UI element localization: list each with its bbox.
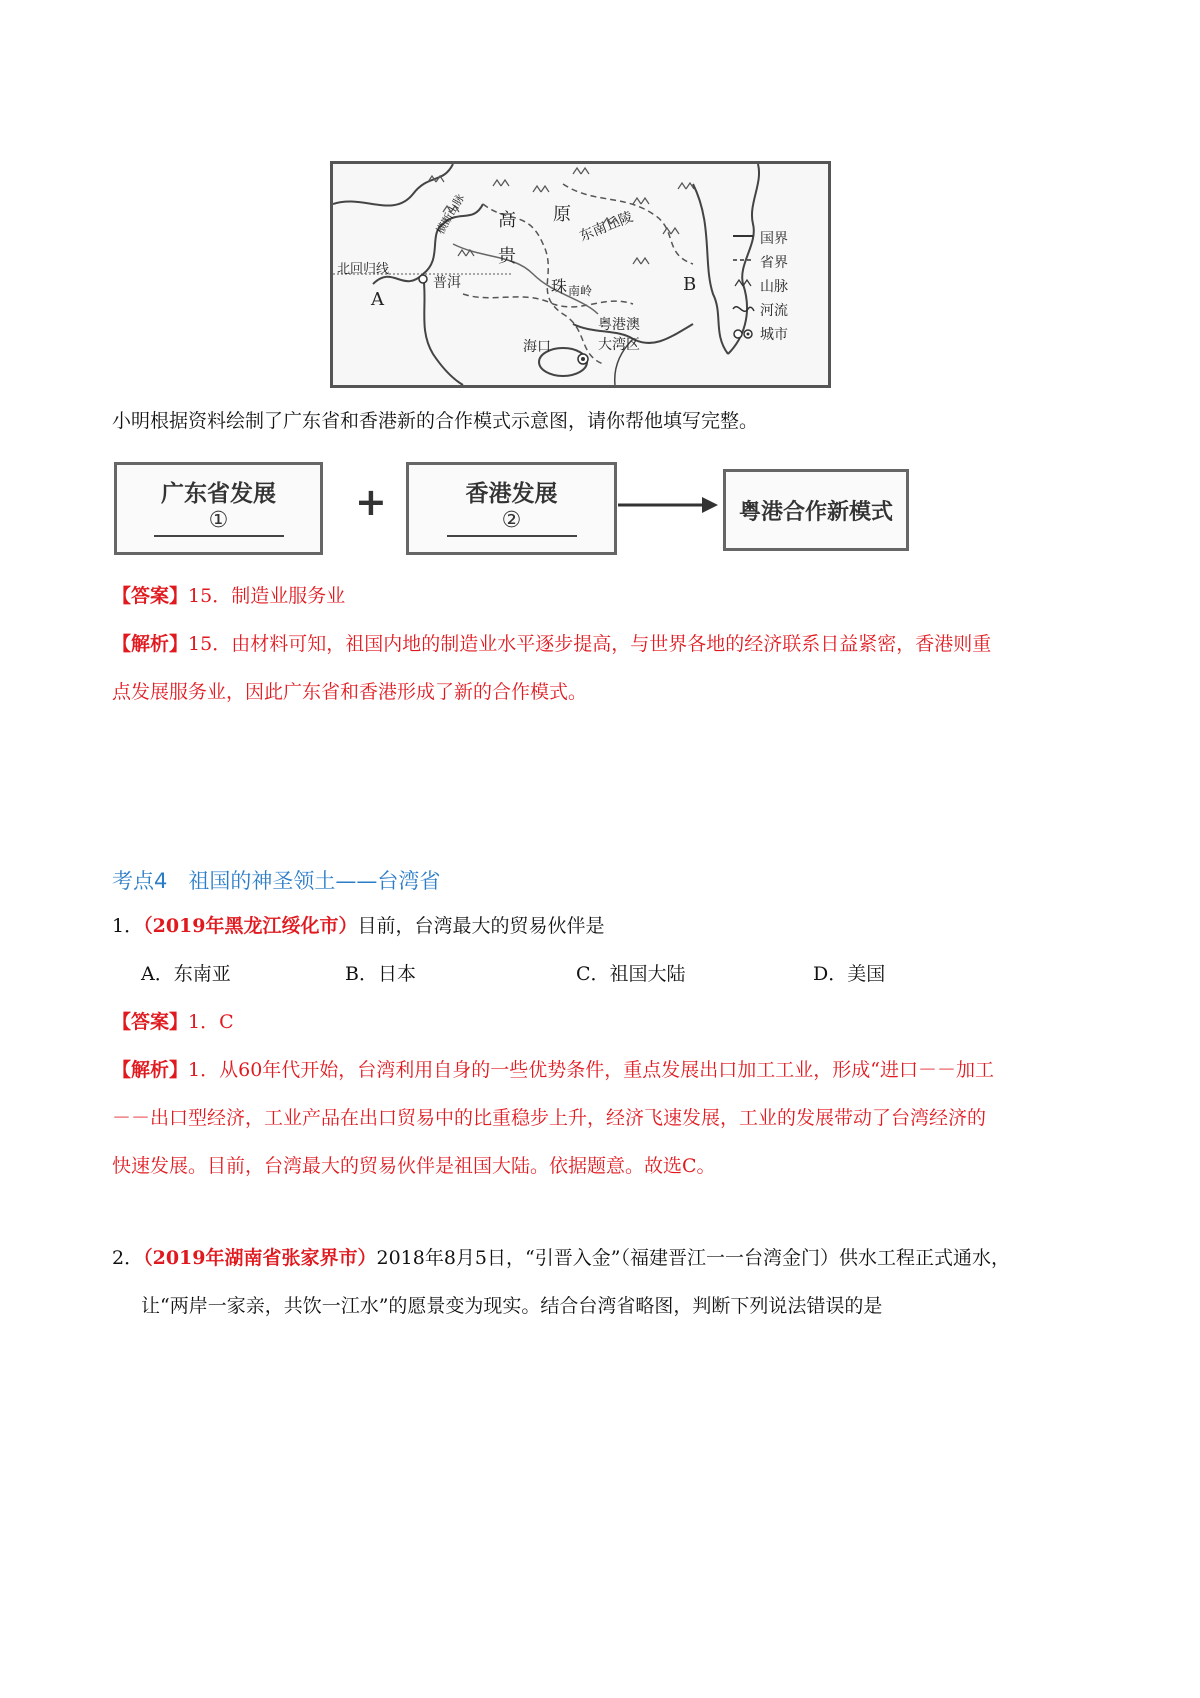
map-label-b: B: [683, 274, 697, 295]
map-label-tropic: 北回归线: [337, 262, 390, 277]
map-label-plateau: 原: [553, 204, 571, 225]
map-label-mountains: 横断山脉: [433, 191, 468, 237]
map-label-plateau: 高: [498, 210, 516, 231]
analysis-label: 【解析】: [112, 1059, 189, 1081]
analysis-text: 15．由材料可知，祖国内地的制造业水平逐步提高，与世界各地的经济联系日益紧密，香港则重: [188, 633, 992, 655]
answer-text: 15．制造业服务业: [188, 585, 346, 607]
analysis-text: 点发展服务业，因此广东省和香港形成了新的合作模式。: [112, 681, 588, 703]
question-2: [112, 1245, 1010, 1271]
question-stem: 让“两岸一家亲，共饮一江水”的愿景变为现实。结合台湾省略图，判断下列说法错误的是: [141, 1295, 883, 1317]
plus-sign: +: [355, 480, 387, 524]
legend-item: 省界: [760, 255, 788, 271]
map-label-guizhou: 贵: [498, 246, 516, 267]
option-c: C．祖国大陆: [576, 963, 686, 985]
answer-label: 【答案】: [112, 1011, 189, 1033]
map-label-city: 普洱: [433, 275, 461, 291]
legend-item: 河流: [760, 303, 788, 319]
guangdong-box: [114, 462, 323, 555]
map-label-bay-area: 大湾区: [598, 337, 640, 353]
map-label-hills: 东南丘陵: [577, 209, 636, 245]
answer-label: 【答案】: [112, 585, 189, 607]
answer-text: 1．C: [188, 1011, 234, 1033]
analysis-text: 1．从60年代开始，台湾利用自身的一些优势条件，重点发展出口加工工业，形成“进口－－加工: [188, 1059, 994, 1081]
analysis-label: 【解析】: [112, 633, 189, 655]
map-label-river: 珠: [551, 277, 568, 296]
box-blank-number: ②: [501, 508, 522, 533]
map-label-a: A: [371, 289, 384, 310]
map-figure: [330, 161, 831, 388]
question-stem: 2018年8月5日，“引晋入金”（福建晋江一一台湾金门）供水工程正式通水，: [376, 1247, 1010, 1269]
box-blank-number: ①: [208, 508, 229, 533]
arrow-icon: [618, 494, 718, 516]
hongkong-box: [406, 462, 617, 555]
question-source: （2019年湖南省张家界市）: [143, 1247, 377, 1269]
analysis-line: [112, 1057, 994, 1083]
analysis-line: [112, 631, 991, 657]
analysis-text: －－出口型经济，工业产品在出口贸易中的比重稳步上升，经济飞速发展，工业的发展带动了台湾经济的: [112, 1107, 987, 1129]
answer-line: [112, 1009, 234, 1035]
box-title: 粤港合作新模式: [738, 500, 893, 525]
box-title: 香港发展: [465, 481, 558, 507]
question-number: 1．: [112, 915, 144, 937]
analysis-text: 快速发展。目前，台湾最大的贸易伙伴是祖国大陆。依据题意。故选C。: [112, 1155, 716, 1177]
map-label-haikou: 海口: [523, 339, 551, 355]
fill-line: [154, 535, 284, 537]
map-label-nanjiang: 南岭: [568, 284, 593, 298]
new-model-box: [723, 469, 909, 551]
question-number: 2．: [112, 1247, 144, 1269]
question-stem: 目前，台湾最大的贸易伙伴是: [357, 915, 605, 937]
map-drawing: [333, 164, 828, 385]
legend-item: 山脉: [760, 279, 788, 295]
box-title: 广东省发展: [161, 481, 276, 507]
option-b: B．日本: [345, 963, 416, 985]
option-a: A．东南亚: [141, 963, 231, 985]
legend-item: 城市: [760, 327, 788, 343]
option-d: D．美国: [813, 963, 886, 985]
question-1: [112, 913, 605, 939]
intro-text: 小明根据资料绘制了广东省和香港新的合作模式示意图，请你帮他填写完整。: [112, 410, 759, 432]
section-heading: 考点4 祖国的神圣领土——台湾省: [112, 869, 441, 893]
answer-line: [112, 583, 345, 609]
fill-line: [447, 535, 577, 537]
map-label-bay-area: 粤港澳: [598, 317, 640, 333]
legend-item: 国界: [760, 231, 788, 247]
question-source: （2019年黑龙江绥化市）: [143, 915, 358, 937]
